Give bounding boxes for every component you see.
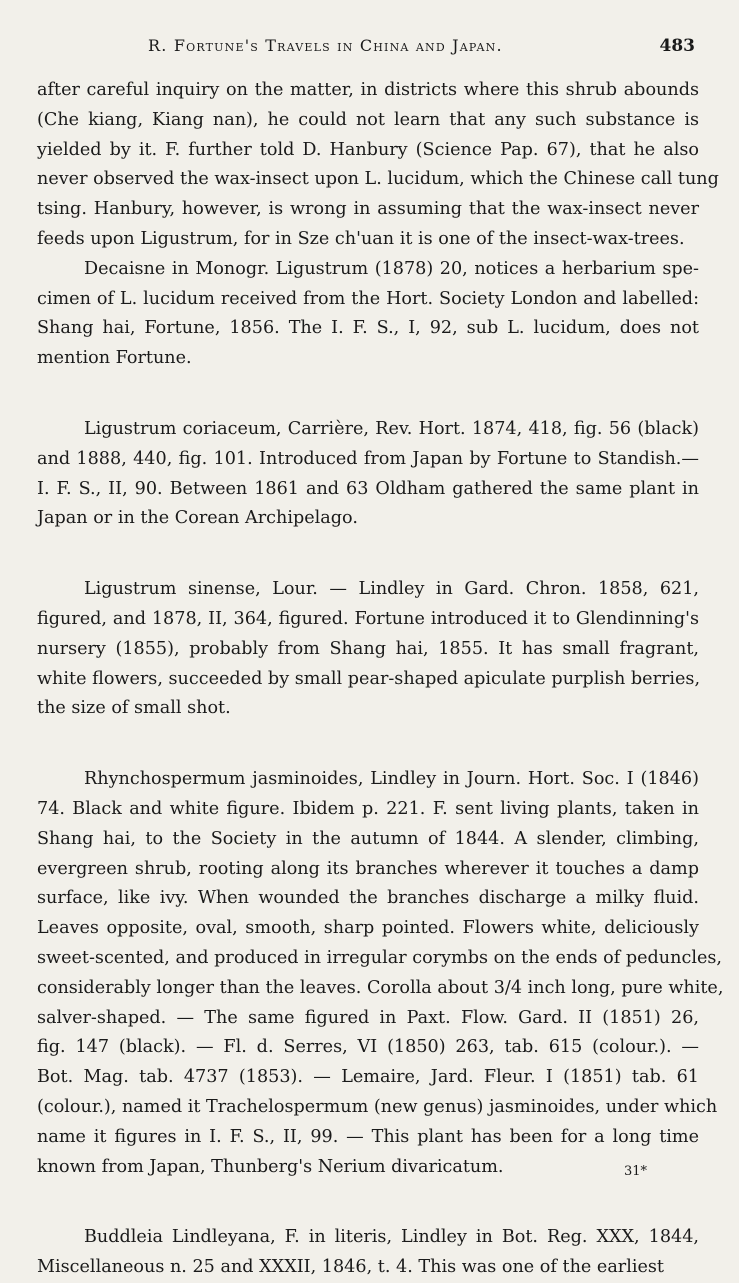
text-line: known from Japan, Thunberg's Nerium divaricatum. <box>37 1156 504 1177</box>
paragraph <box>37 255 699 374</box>
text-line: after careful inquiry on the matter, in districts where this shrub abounds <box>37 80 699 100</box>
text-line: Bot. Mag. tab. 4737 (1853). — Lemaire, Jard. Fleur. I (1851) tab. 61 <box>37 1067 699 1088</box>
paragraph <box>37 575 699 724</box>
text-line: white flowers, succeeded by small pear-shaped apiculate purplish berries, <box>37 668 701 689</box>
paragraph-gap <box>37 724 699 765</box>
text-line: feeds upon Ligustrum, for in Sze ch'uan it is one of the insect-wax-trees. <box>37 228 685 249</box>
paragraph-gap <box>37 374 699 415</box>
text-line: Japan or in the Corean Archipelago. <box>37 508 358 529</box>
paragraph <box>37 1223 699 1283</box>
page-number: 483 <box>659 36 695 56</box>
text-line: Miscellaneous n. 25 and XXXII, 1846, t. 4. This was one of the earliest <box>37 1257 664 1278</box>
text-line: 74. Black and white figure. Ibidem p. 221. F. sent living plants, taken in <box>37 798 699 819</box>
paragraph-gap <box>37 1182 699 1223</box>
text-line: Ligustrum coriaceum, Carrière, Rev. Hort. 1874, 418, fig. 56 (black) <box>84 418 699 439</box>
text-line: (colour.), named it Trachelospermum (new genus) jasminoides, under which <box>37 1096 718 1117</box>
text-line: evergreen shrub, rooting along its branches wherever it touches a damp <box>37 858 699 879</box>
paragraph <box>37 76 719 255</box>
text-line: Rhynchospermum jasminoides, Lindley in Journ. Hort. Soc. I (1846) <box>84 769 699 790</box>
text-line: fig. 147 (black). — Fl. d. Serres, VI (1850) 263, tab. 615 (colour.). — <box>37 1037 699 1058</box>
text-line: considerably longer than the leaves. Corolla about 3/4 inch long, pure white, <box>37 977 724 998</box>
text-line: never observed the wax-insect upon L. lucidum, which the Chinese call tung <box>37 169 719 190</box>
text-line: yielded by it. F. further told D. Hanbury (Science Pap. 67), that he also <box>37 139 699 160</box>
text-line: Ligustrum sinense, Lour. — Lindley in Gard. Chron. 1858, 621, <box>84 579 699 600</box>
text-line: and 1888, 440, fig. 101. Introduced from Japan by Fortune to Standish.— <box>37 448 699 469</box>
text-line: figured, and 1878, II, 364, figured. Fortune introduced it to Glendinning's <box>37 608 699 629</box>
text-line: salver-shaped. — The same figured in Paxt. Flow. Gard. II (1851) 26, <box>37 1007 699 1028</box>
text-line: Shang hai, Fortune, 1856. The I. F. S., I, 92, sub L. lucidum, does not <box>37 318 699 339</box>
text-line: Shang hai, to the Society in the autumn of 1844. A slender, climbing, <box>37 828 699 849</box>
text-line: (Che kiang, Kiang nan), he could not learn that any such substance is <box>37 109 699 130</box>
text-line: cimen of L. lucidum received from the Hort. Society London and labelled: <box>37 288 699 309</box>
text-line: tsing. Hanbury, however, is wrong in assuming that the wax-insect never <box>37 199 699 220</box>
text-line: mention Fortune. <box>37 348 192 369</box>
text-line: Decaisne in Monogr. Ligustrum (1878) 20, notices a herbarium spe- <box>84 258 699 279</box>
paragraph <box>37 765 724 1182</box>
text-line: sweet-scented, and produced in irregular corymbs on the ends of peduncles, <box>37 947 722 968</box>
signature-mark: 31* <box>623 1164 647 1179</box>
text-line: Buddleia Lindleyana, F. in literis, Lindley in Bot. Reg. XXX, 1844, <box>84 1227 699 1248</box>
text-line: name it figures in I. F. S., II, 99. — This plant has been for a long time <box>37 1126 699 1147</box>
text-line: the size of small shot. <box>37 698 231 719</box>
text-line: surface, like ivy. When wounded the branches discharge a milky fluid. <box>37 888 699 909</box>
text-line: I. F. S., II, 90. Between 1861 and 63 Oldham gathered the same plant in <box>37 478 699 499</box>
body-text <box>37 76 724 1283</box>
paragraph <box>37 415 699 534</box>
paragraph-gap <box>37 534 699 575</box>
text-line: nursery (1855), probably from Shang hai, 1855. It has small fragrant, <box>37 638 699 659</box>
text-line: Leaves opposite, oval, smooth, sharp pointed. Flowers white, deliciously <box>37 918 699 939</box>
running-title: R. Fortune's Travels in China and Japan. <box>148 36 503 55</box>
